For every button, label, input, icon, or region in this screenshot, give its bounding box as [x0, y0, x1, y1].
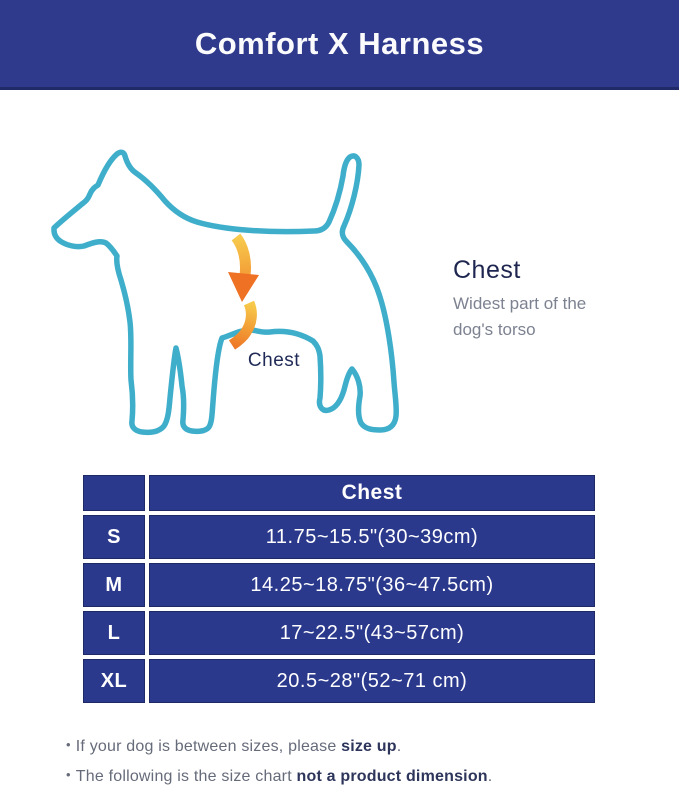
note-text: The following is the size chart — [75, 768, 297, 785]
note-bold-text: size up — [341, 738, 397, 755]
note-not-product-dimension — [66, 768, 492, 786]
size-value-xl: 20.5~28"(52~71 cm) — [149, 659, 595, 703]
size-label-l: L — [83, 611, 145, 655]
size-value-s: 11.75~15.5"(30~39cm) — [149, 515, 595, 559]
page-title: Comfort X Harness — [194, 25, 485, 61]
size-label-s: S — [83, 515, 145, 559]
note-text: If your dog is between sizes, please — [75, 738, 342, 755]
size-label-m: M — [83, 563, 145, 607]
title-banner — [0, 0, 679, 90]
note-bold-text: not a product dimension — [296, 768, 488, 785]
measurement-info — [453, 256, 633, 343]
size-value-l: 17~22.5"(43~57cm) — [149, 611, 595, 655]
measurement-name: Chest — [453, 256, 521, 284]
bullet-icon: • — [66, 737, 71, 752]
size-table — [83, 475, 595, 703]
note-suffix: . — [487, 768, 493, 785]
measurement-description: Widest part of the dog's torso — [453, 294, 587, 339]
size-label-xl: XL — [83, 659, 145, 703]
table-corner-cell — [83, 475, 145, 511]
chest-arrow-label: Chest — [247, 350, 301, 371]
size-value-m: 14.25~18.75"(36~47.5cm) — [149, 563, 595, 607]
table-header-chest: Chest — [149, 475, 595, 511]
dog-outline-icon — [54, 152, 396, 432]
footnotes — [66, 738, 492, 786]
note-suffix: . — [396, 738, 402, 755]
measuring-band-down-arrow-icon — [228, 272, 259, 302]
measuring-band-upper — [236, 237, 246, 275]
measuring-band-lower — [232, 303, 251, 345]
bullet-icon: • — [66, 767, 71, 782]
note-size-up — [66, 738, 492, 756]
